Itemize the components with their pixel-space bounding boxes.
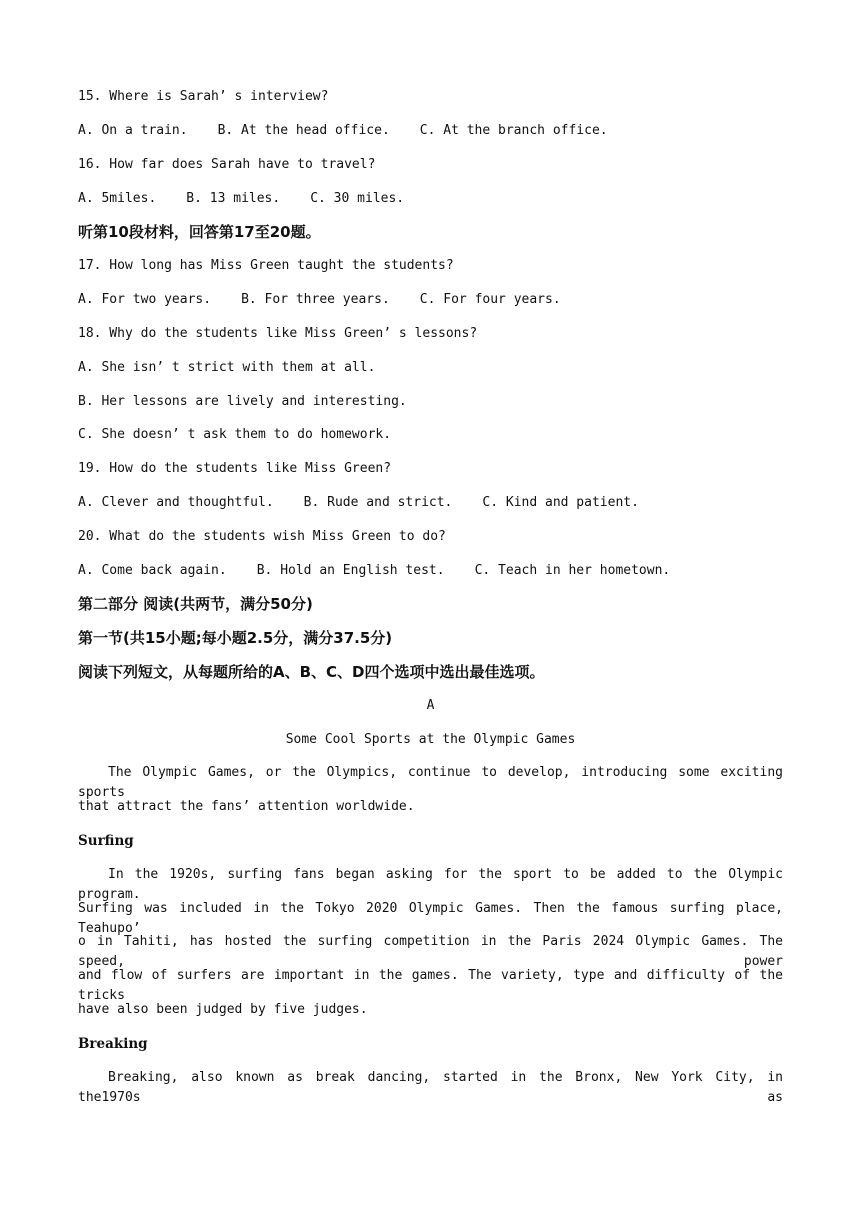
option-16-a: A. 5miles. <box>78 191 157 206</box>
option-17-a: A. For two years. <box>78 292 212 307</box>
surfing-line-1: In the 1920s, surfing fans began asking for the sport to be added to the Olympic program. <box>78 867 783 902</box>
question-17-options <box>78 290 783 310</box>
option-18-c: C. She doesn’ t ask them to do homework. <box>78 427 392 442</box>
option-16-c: C. 30 miles. <box>310 191 405 206</box>
intro-line-1: The Olympic Games, or the Olympics, continue to develop, introducing some exciting sports <box>78 765 783 800</box>
question-20: 20. What do the students wish Miss Green to do? <box>78 529 446 544</box>
surfing-line-2: Surfing was included in the Tokyo 2020 Olympic Games. Then the famous surfing place, Teahupo’ <box>78 901 783 936</box>
option-15-a: A. On a train. <box>78 123 188 138</box>
reading-instruction: 阅读下列短文，从每题所给的A、B、C、D四个选项中选出最佳选项。 <box>78 663 545 681</box>
question-18: 18. Why do the students like Miss Green’ s lessons? <box>78 326 478 341</box>
breaking-line-1: Breaking, also known as break dancing, started in the Bronx, New York City, in the1970s as <box>78 1070 783 1105</box>
question-17: 17. How long has Miss Green taught the students? <box>78 258 454 273</box>
option-16-b: B. 13 miles. <box>186 191 281 206</box>
option-19-c: C. Kind and patient. <box>482 495 639 510</box>
option-20-c: C. Teach in her hometown. <box>474 563 671 578</box>
question-19-options <box>78 493 783 513</box>
option-19-a: A. Clever and thoughtful. <box>78 495 274 510</box>
option-17-b: B. For three years. <box>241 292 390 307</box>
option-15-c: C. At the branch office. <box>419 123 608 138</box>
option-20-b: B. Hold an English test. <box>256 563 445 578</box>
surfing-line-5: have also been judged by five judges. <box>78 1002 368 1017</box>
option-18-a: A. She isn’ t strict with them at all. <box>78 360 376 375</box>
option-18-b: B. Her lessons are lively and interesting. <box>78 394 407 409</box>
question-16-options <box>78 189 783 209</box>
question-15: 15. Where is Sarah’ s interview? <box>78 89 329 104</box>
surfing-line-3: o in Tahiti, has hosted the surfing competition in the Paris 2024 Olympic Games. The speed, power <box>78 934 783 969</box>
section-title: 第一节(共15小题;每小题2.5分，满分37.5分) <box>78 629 393 647</box>
passage-letter: A <box>426 698 435 713</box>
intro-line-2: that attract the fans’ attention worldwide. <box>78 799 415 814</box>
surfing-line-4: and flow of surfers are important in the games. The variety, type and difficulty of the tricks <box>78 968 783 1003</box>
surfing-heading: Surfing <box>78 833 134 849</box>
question-16: 16. How far does Sarah have to travel? <box>78 157 376 172</box>
breaking-heading: Breaking <box>78 1036 148 1052</box>
passage-title: Some Cool Sports at the Olympic Games <box>285 732 576 747</box>
option-20-a: A. Come back again. <box>78 563 227 578</box>
question-19: 19. How do the students like Miss Green? <box>78 461 392 476</box>
question-15-options <box>78 121 783 141</box>
question-20-options <box>78 561 783 581</box>
option-17-c: C. For four years. <box>419 292 561 307</box>
option-19-b: B. Rude and strict. <box>303 495 453 510</box>
part-title: 第二部分 阅读(共两节，满分50分) <box>78 595 313 613</box>
section-10-instruction: 听第10段材料，回答第17至20题。 <box>78 223 321 241</box>
option-15-b: B. At the head office. <box>217 123 390 138</box>
